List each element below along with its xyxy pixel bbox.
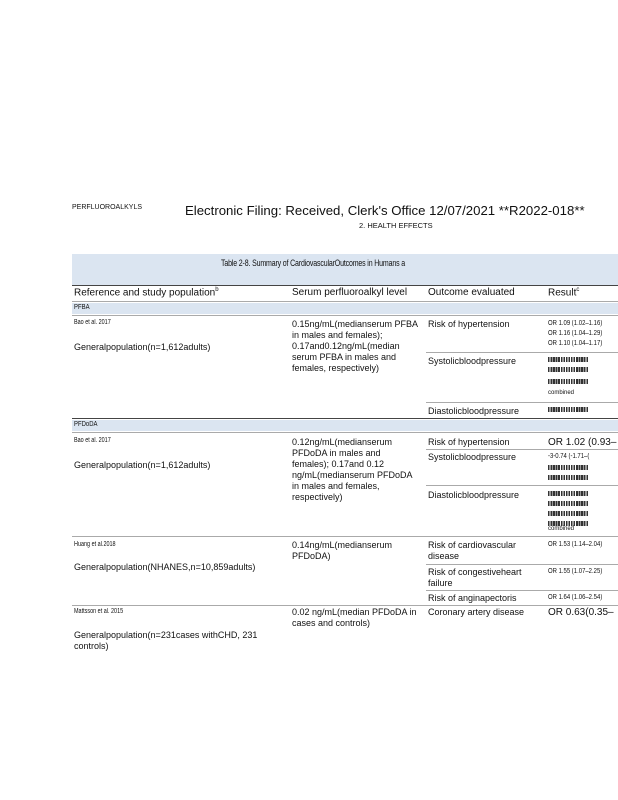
column-header-result-label: Result xyxy=(548,287,577,299)
illegible-result xyxy=(548,464,589,471)
column-header-rule xyxy=(72,285,618,286)
garbled-glyphs xyxy=(548,407,589,412)
filing-stamp-title: Electronic Filing: Received, Clerk's Office 12/07/2021 **R2022-018** xyxy=(185,203,585,218)
serum-level: 0.02 ng/mL(median PFDoDA in cases and controls) xyxy=(292,607,417,628)
garbled-glyphs xyxy=(548,511,589,516)
result-cell: OR 1.16 (1.04–1.29) xyxy=(548,330,603,337)
result-cell: OR 1.02 (0.93– xyxy=(548,437,617,448)
outcome-cell: Systolicbloodpressure xyxy=(428,452,517,462)
outcome-cell: Diastolicbloodpressure xyxy=(428,406,520,416)
illegible-result xyxy=(548,490,589,497)
section-label-pfdoda: PFDoDA xyxy=(74,421,98,428)
outcome-cell: Risk of cardiovascular disease xyxy=(428,540,517,561)
serum-level: 0.12ng/mL(medianserum PFDoDA in males and females); 0.17and 0.12 ng/mL(medianserum PFDoDA in males and females, respectively) xyxy=(292,437,413,502)
row-rule xyxy=(72,418,618,419)
section-subtitle: 2. HEALTH EFFECTS xyxy=(359,221,433,230)
column-header-serum: Serum perfluoroalkyl level xyxy=(292,287,408,298)
study-citation: Huang et al.2018 xyxy=(74,541,116,548)
outcome-cell: Diastolicbloodpressure xyxy=(428,490,520,500)
cell-rule xyxy=(426,352,618,353)
column-header-ref-label: Reference and study population xyxy=(74,287,216,299)
serum-level: 0.15ng/mL(medianserum PFBA in males and females); 0.17and0.12ng/mL(median serum PFBA in males and females, respectively) xyxy=(292,319,418,373)
column-header-result-sup: c xyxy=(576,287,580,293)
illegible-result xyxy=(548,474,589,481)
study-citation: Bao et al. 2017 xyxy=(74,319,111,326)
section-label-pfba: PFBA xyxy=(74,304,90,311)
outcome-cell: Risk of hypertension xyxy=(428,319,510,329)
outcome-cell: Risk of anginapectoris xyxy=(428,593,517,603)
column-header-bottom-rule xyxy=(72,301,618,302)
outcome-cell: Risk of congestiveheart failure xyxy=(428,567,522,588)
study-population: Generalpopulation(n=1,612adults) xyxy=(74,342,211,352)
section-band-pfba xyxy=(72,303,618,314)
cell-rule xyxy=(426,449,618,450)
result-cell: OR 1.09 (1.02–1.16) xyxy=(548,320,603,327)
section-rule-pfba xyxy=(72,315,618,316)
column-header-ref xyxy=(74,287,219,298)
result-cell: OR 1.55 (1.07–2.25) xyxy=(548,568,603,575)
column-header-result xyxy=(548,287,579,298)
study-population: Generalpopulation(n=231cases withCHD, 231 controls) xyxy=(74,630,258,651)
result-cell: -3-0.74 (-1.71–( xyxy=(548,453,590,460)
garbled-glyphs xyxy=(548,357,589,362)
cell-rule xyxy=(426,402,618,403)
illegible-result xyxy=(548,366,589,373)
row-rule xyxy=(72,605,618,606)
study-citation: Bao et al. 2017 xyxy=(74,437,111,444)
row-rule xyxy=(72,536,618,537)
result-cell: OR 1.10 (1.04–1.17) xyxy=(548,340,603,347)
result-cell: OR 0.63(0.35– xyxy=(548,607,614,618)
garbled-glyphs xyxy=(548,491,589,496)
serum-level: 0.14ng/mL(medianserum PFDoDA) xyxy=(292,540,393,561)
cell-rule xyxy=(426,564,618,565)
illegible-result xyxy=(548,406,589,413)
column-header-ref-sup: b xyxy=(215,287,219,293)
result-cell: OR 1.53 (1.14–2.04) xyxy=(548,541,603,548)
illegible-result xyxy=(548,356,589,363)
running-header-left: PERFLUOROALKYLS xyxy=(72,204,143,211)
section-band-pfdoda xyxy=(72,420,618,431)
combined-note: combined xyxy=(548,526,575,532)
illegible-result xyxy=(548,500,589,507)
garbled-glyphs xyxy=(548,379,589,384)
illegible-result xyxy=(548,378,589,385)
cell-rule xyxy=(426,590,618,591)
garbled-glyphs xyxy=(548,521,589,526)
garbled-glyphs xyxy=(548,465,589,470)
combined-note: combined xyxy=(548,390,575,396)
study-population: Generalpopulation(NHANES,n=10,859adults) xyxy=(74,562,256,572)
cell-rule xyxy=(426,485,618,486)
column-header-outcome: Outcome evaluated xyxy=(428,287,515,298)
garbled-glyphs xyxy=(548,501,589,506)
result-cell: OR 1.64 (1.06–2.54) xyxy=(548,594,603,601)
outcome-cell: Coronary artery disease xyxy=(428,607,525,617)
garbled-glyphs xyxy=(548,475,589,480)
outcome-cell: Systolicbloodpressure xyxy=(428,356,517,366)
outcome-cell: Risk of hypertension xyxy=(428,437,510,447)
garbled-glyphs xyxy=(548,367,589,372)
study-citation: Mattsson et al. 2015 xyxy=(74,608,124,615)
illegible-result xyxy=(548,510,589,517)
section-rule-pfdoda xyxy=(72,432,618,433)
table-caption: Table 2-8. Summary of CardiovascularOutcomes in Humans a xyxy=(221,258,406,268)
study-population: Generalpopulation(n=1,612adults) xyxy=(74,460,211,470)
